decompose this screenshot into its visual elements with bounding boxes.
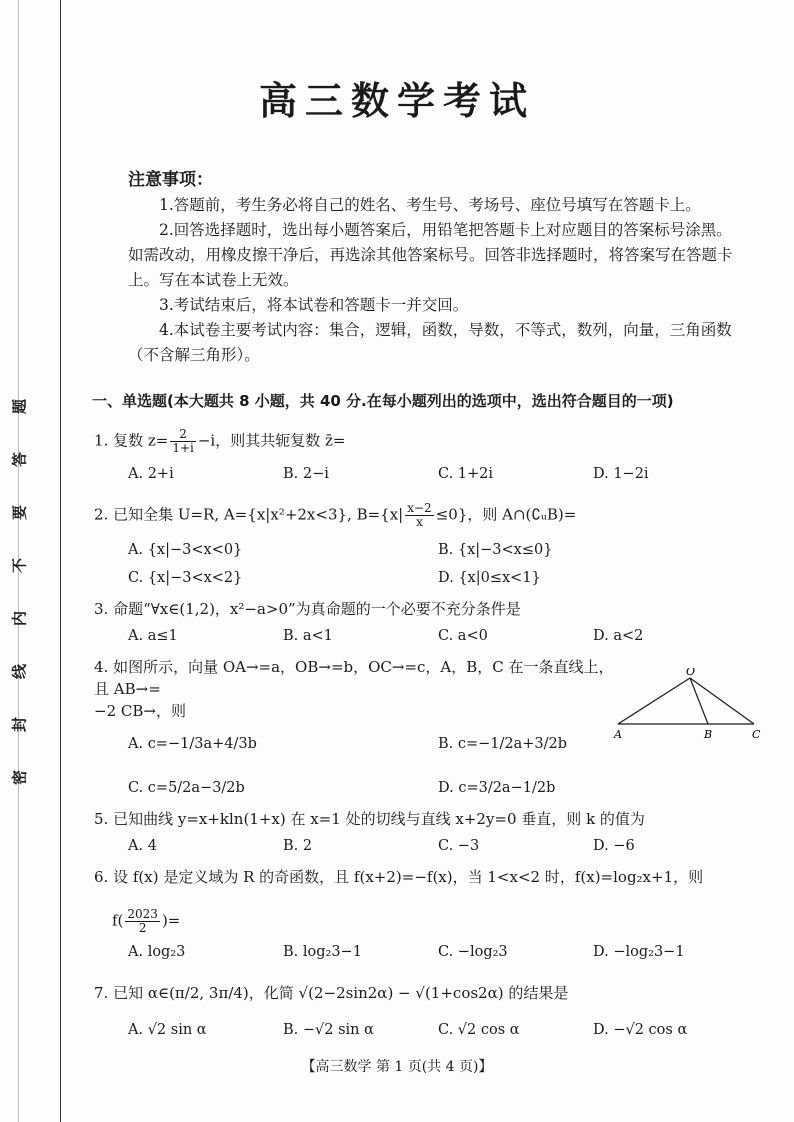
option-d[interactable]: D. −√2 cos α — [593, 1022, 688, 1038]
fraction-numerator: x−2 — [407, 501, 432, 515]
question-7: 7. 已知 α∈(π/2, 3π/4)，化简 √(2−2sin2α) − √(1+cos2α) 的结果是 — [94, 984, 569, 1002]
segment-oa — [618, 678, 690, 724]
option-d[interactable]: D. 1−2i — [593, 466, 649, 482]
seal-char: 要 — [10, 505, 29, 521]
notice-block — [128, 168, 740, 368]
option-d[interactable]: D. −log₂3−1 — [593, 944, 685, 960]
label-a: A — [614, 728, 622, 741]
q7-options — [128, 1022, 748, 1038]
option-c[interactable]: C. a<0 — [438, 628, 488, 644]
question-2 — [94, 502, 576, 529]
notice-item: 3.考试结束后，将本试卷和答题卡一并交回。 — [159, 296, 469, 314]
option-b[interactable]: B. c=−1/2a+3/2b — [438, 736, 568, 752]
fraction-numerator: 2023 — [127, 907, 158, 921]
q4-options-row1 — [128, 736, 748, 752]
question-3: 3. 命题“∀x∈(1,2)，x²−a>0”为真命题的一个必要不充分条件是 — [94, 600, 521, 618]
q2-post: ≤0}，则 A∩(∁ᵤB)= — [435, 505, 577, 524]
option-c[interactable]: C. {x|−3<x<2} — [128, 570, 243, 586]
section-heading: 一、单选题(本大题共 8 小题，共 40 分.在每小题列出的选项中，选出符合题目的一项) — [92, 392, 674, 410]
seal-char: 内 — [10, 611, 29, 627]
notice-item: 1.答题前，考生务必将自己的姓名、考生号、考场号、座位号填写在答题卡上。 — [159, 196, 701, 214]
option-d[interactable]: D. a<2 — [593, 628, 644, 644]
option-a[interactable]: A. log₂3 — [128, 944, 186, 960]
q2-options-row1 — [128, 542, 748, 558]
q1-fraction — [170, 428, 196, 455]
q4-line2: −2 CB→，则 — [94, 702, 186, 720]
option-b[interactable]: B. log₂3−1 — [283, 944, 362, 960]
notice-item: 2.回答选择题时，选出每小题答案后，用铅笔把答题卡上对应题目的答案标号涂黑。如需改动，用橡皮擦干净后，再选涂其他答案标号。回答非选择题时，将答案写在答题卡上。写在本试卷上无效。 — [128, 221, 733, 289]
q6-fraction — [125, 908, 160, 935]
question-4 — [94, 656, 614, 722]
option-b[interactable]: B. 2−i — [283, 466, 329, 482]
q1-options — [128, 466, 748, 482]
page-title: 高三数学考试 — [258, 79, 535, 123]
seal-char: 题 — [10, 399, 29, 415]
page-footer: 【高三数学 第 1 页(共 4 页)】 — [301, 1059, 493, 1075]
seal-char: 答 — [10, 452, 29, 468]
q6-expression — [112, 908, 180, 935]
vector-figure — [606, 668, 766, 744]
option-a[interactable]: A. a≤1 — [128, 628, 178, 644]
option-c[interactable]: C. −log₂3 — [438, 944, 508, 960]
option-a[interactable]: A. 2+i — [128, 466, 174, 482]
q1-pre: 1. 复数 z= — [94, 431, 169, 450]
fraction-denominator: 1+i — [172, 441, 194, 455]
option-c[interactable]: C. −3 — [438, 838, 480, 854]
seal-char: 封 — [10, 717, 29, 733]
label-o: O — [686, 668, 696, 678]
option-c[interactable]: C. 1+2i — [438, 466, 494, 482]
option-b[interactable]: B. −√2 sin α — [283, 1022, 374, 1038]
option-b[interactable]: B. 2 — [283, 838, 313, 854]
notice-heading: 注意事项： — [128, 170, 213, 190]
label-b: B — [704, 728, 713, 741]
q5-options — [128, 838, 748, 854]
fraction-numerator: 2 — [170, 428, 196, 442]
q6-expr-pre: f( — [112, 911, 124, 930]
q4-line1: 4. 如图所示，向量 OA→=a，OB→=b，OC→=c，A，B，C 在一条直线上，且 AB→= — [94, 658, 614, 698]
question-5: 5. 已知曲线 y=x+kln(1+x) 在 x=1 处的切线与直线 x+2y=0 垂直，则 k 的值为 — [94, 810, 645, 828]
q1-post: −i，则其共轭复数 z̄= — [197, 431, 346, 450]
option-a[interactable]: A. 4 — [128, 838, 157, 854]
option-c[interactable]: C. c=5/2a−3/2b — [128, 780, 245, 796]
seal-char: 不 — [10, 558, 29, 574]
fraction-denominator: x — [416, 515, 423, 529]
option-b[interactable]: B. a<1 — [283, 628, 333, 644]
fraction-denominator: 2 — [138, 921, 147, 935]
option-d[interactable]: D. c=3/2a−1/2b — [438, 780, 556, 796]
option-c[interactable]: C. √2 cos α — [438, 1022, 520, 1038]
seal-warning — [10, 380, 50, 804]
q4-options-row2 — [128, 780, 748, 796]
q6-expr-post: )= — [161, 911, 181, 930]
question-1 — [94, 428, 345, 455]
option-a[interactable]: A. c=−1/3a+4/3b — [128, 736, 257, 752]
seal-char: 线 — [10, 664, 29, 680]
label-c: C — [752, 728, 761, 741]
seal-char: 密 — [10, 770, 29, 786]
notice-item: 4.本试卷主要考试内容：集合，逻辑，函数，导数，不等式，数列，向量，三角函数（不含解三角形）。 — [128, 321, 732, 364]
q3-options — [128, 628, 748, 644]
q2-pre: 2. 已知全集 U=R, A={x|x²+2x<3}, B={x| — [94, 505, 404, 524]
option-a[interactable]: A. {x|−3<x<0} — [128, 542, 243, 558]
q6-options — [128, 944, 748, 960]
option-b[interactable]: B. {x|−3<x≤0} — [438, 542, 553, 558]
option-d[interactable]: D. {x|0≤x<1} — [438, 570, 541, 586]
option-d[interactable]: D. −6 — [593, 838, 635, 854]
option-a[interactable]: A. √2 sin α — [128, 1022, 207, 1038]
question-6: 6. 设 f(x) 是定义域为 R 的奇函数，且 f(x+2)=−f(x)，当 1<x<2 时，f(x)=log₂x+1，则 — [94, 868, 704, 886]
q2-fraction — [405, 502, 433, 529]
q2-options-row2 — [128, 570, 748, 586]
